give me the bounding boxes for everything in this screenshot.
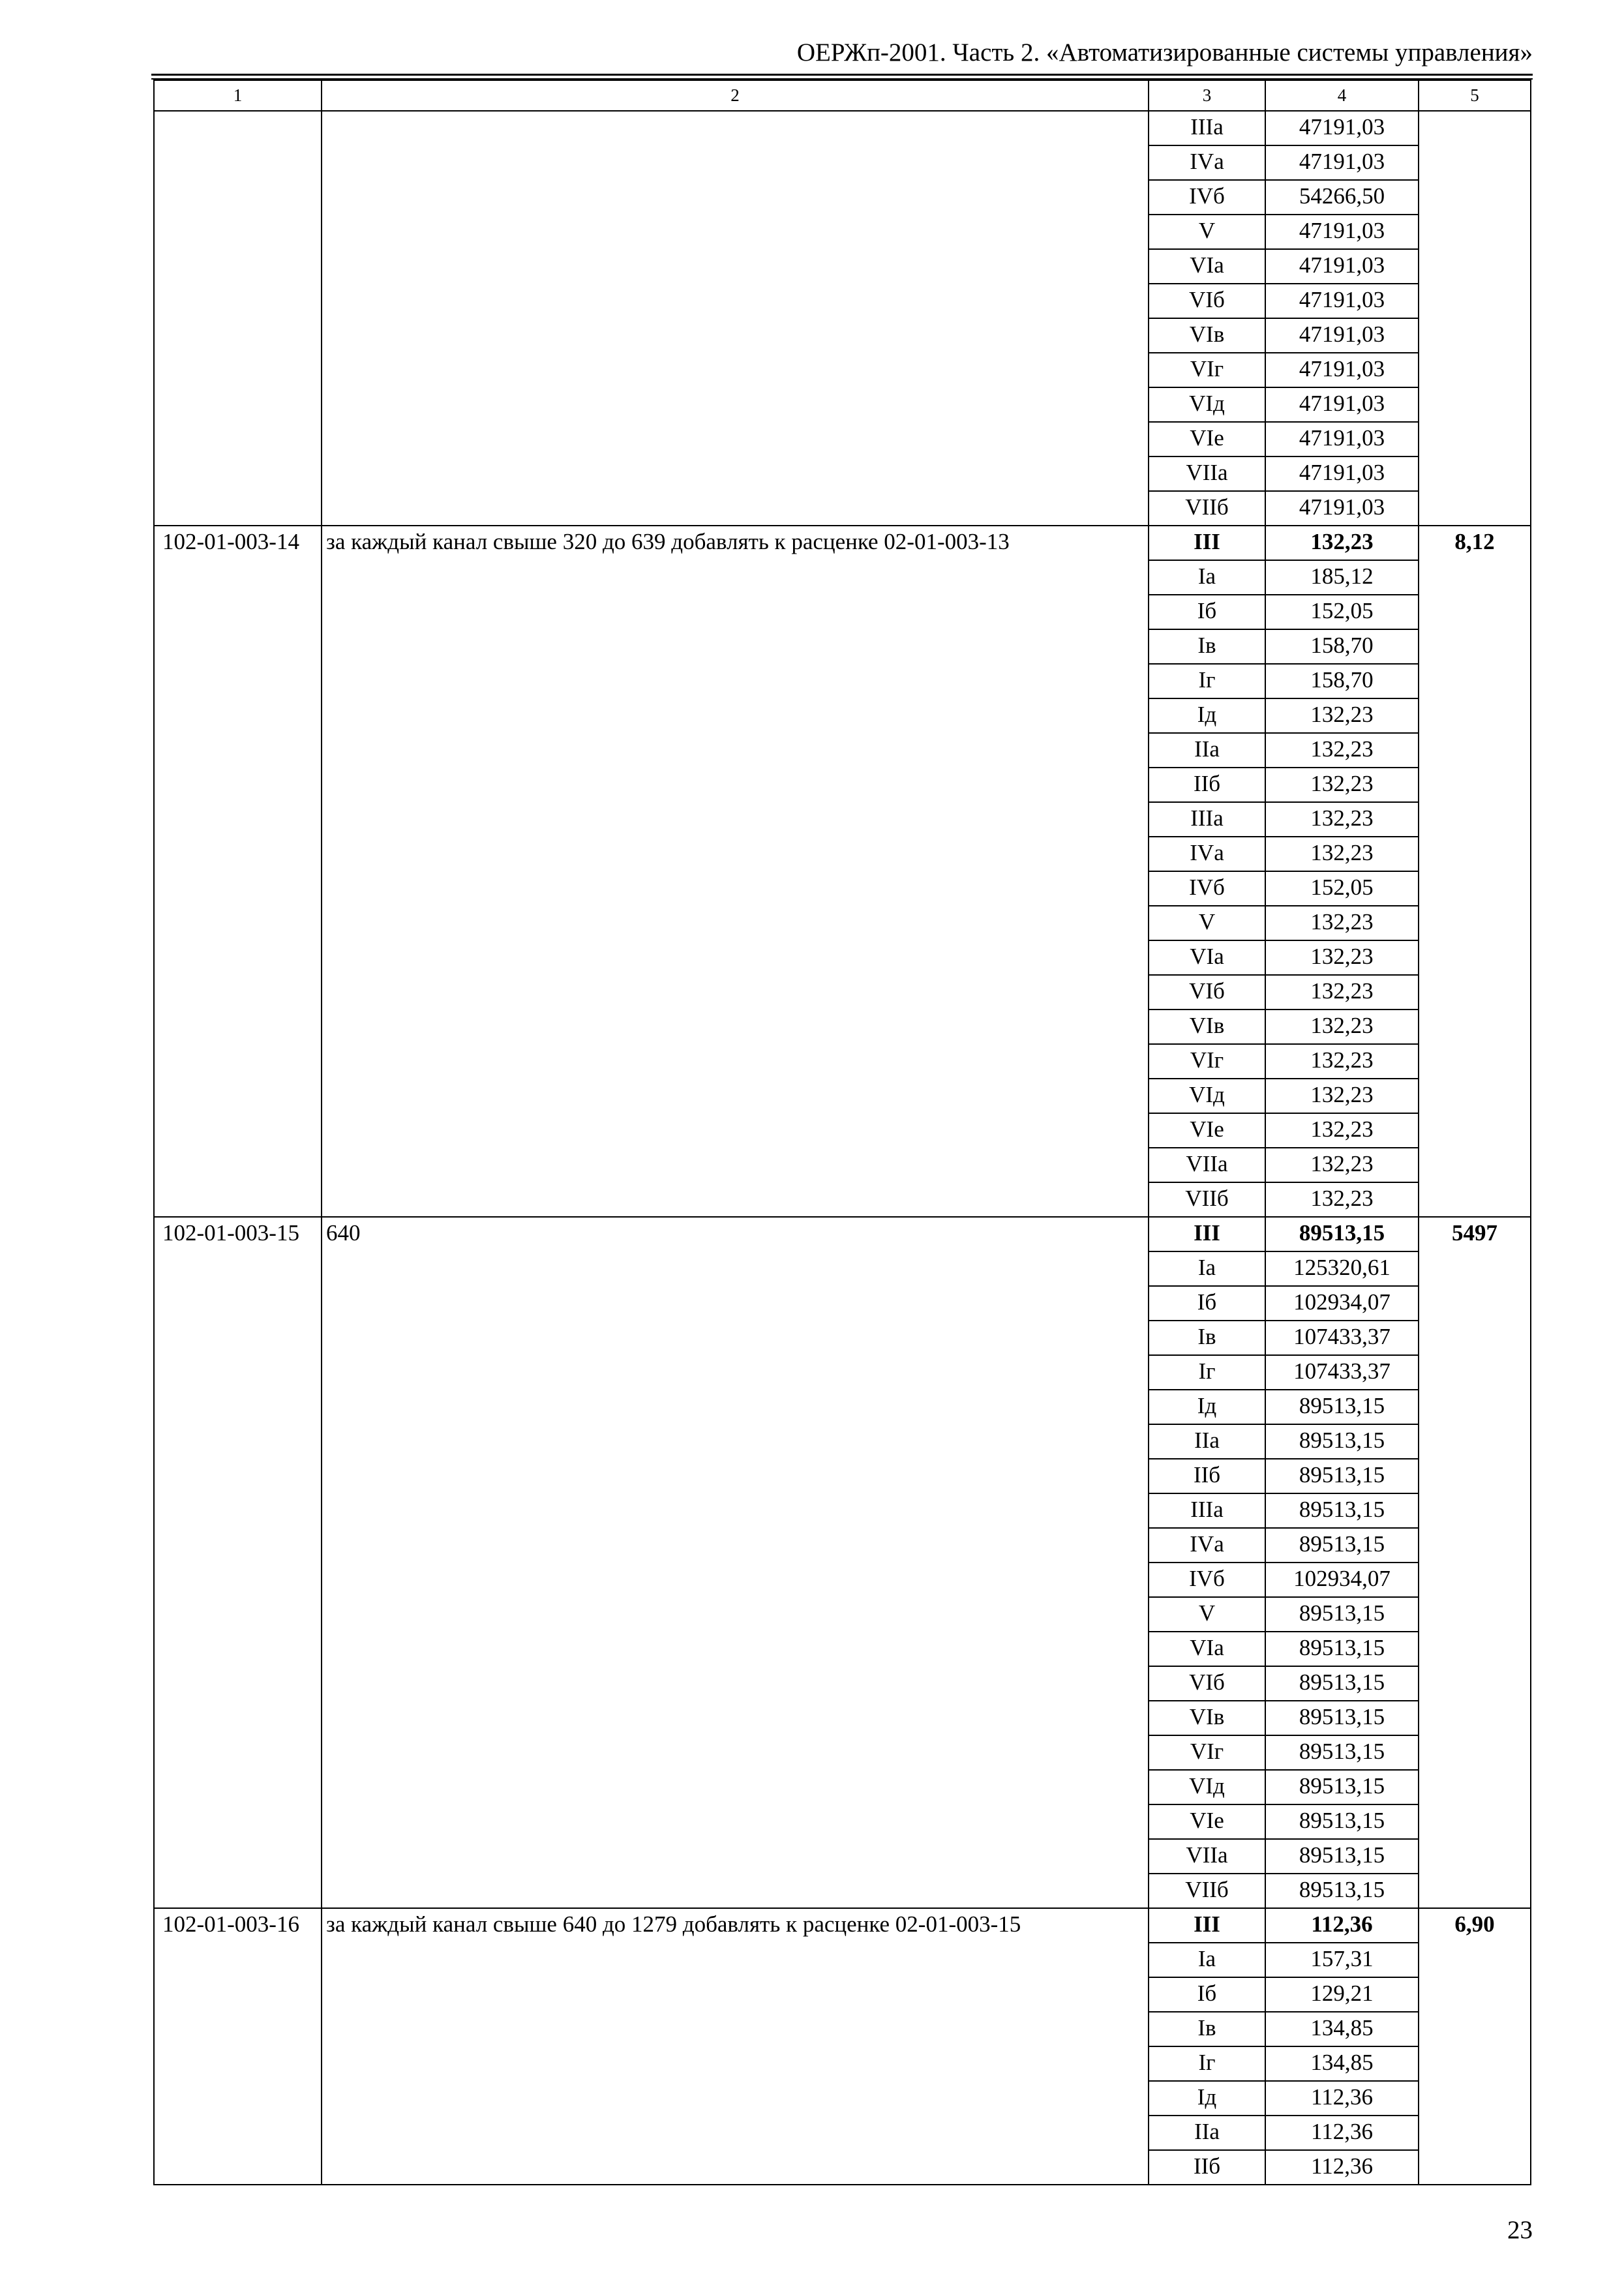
rate-cell: 89513,15 [1265, 1597, 1419, 1632]
zone-cell: VIе [1149, 1113, 1265, 1148]
rate-cell: 132,23 [1265, 906, 1419, 940]
zone-cell: IIIа [1149, 802, 1265, 837]
zone-cell: IIа [1149, 733, 1265, 768]
zone-cell: IIа [1149, 1424, 1265, 1459]
zone-cell: VIв [1149, 1701, 1265, 1735]
rate-cell: 112,36 [1265, 2116, 1419, 2150]
zone-cell: IVа [1149, 145, 1265, 180]
rate-cell: 47191,03 [1265, 249, 1419, 284]
coefficient-cell: 8,12 [1419, 526, 1531, 1217]
rate-cell: 132,23 [1265, 940, 1419, 975]
rate-cell: 89513,15 [1265, 1804, 1419, 1839]
zone-cell: VIб [1149, 284, 1265, 318]
rate-cell: 47191,03 [1265, 284, 1419, 318]
zone-cell: VIб [1149, 975, 1265, 1010]
rate-cell: 158,70 [1265, 629, 1419, 664]
rate-cell: 102934,07 [1265, 1563, 1419, 1597]
zone-cell: VIд [1149, 387, 1265, 422]
rate-cell: 158,70 [1265, 664, 1419, 698]
rate-cell: 89513,15 [1265, 1493, 1419, 1528]
rate-cell: 132,23 [1265, 802, 1419, 837]
page-header: ОЕРЖп-2001. Часть 2. «Автоматизированные системы управления» [796, 38, 1533, 67]
zone-cell: Iг [1149, 664, 1265, 698]
table-row [154, 111, 1531, 145]
zone-cell: VIг [1149, 1735, 1265, 1770]
zone-cell: VIIб [1149, 1874, 1265, 1908]
zone-cell: VIа [1149, 940, 1265, 975]
zone-cell: VIе [1149, 1804, 1265, 1839]
rate-cell: 132,23 [1265, 1182, 1419, 1217]
zone-cell: Iб [1149, 595, 1265, 629]
column-number: 2 [322, 80, 1149, 111]
rate-cell: 152,05 [1265, 871, 1419, 906]
zone-cell: IIIа [1149, 1493, 1265, 1528]
rate-cell: 185,12 [1265, 560, 1419, 595]
rate-cell: 132,23 [1265, 1010, 1419, 1044]
column-number: 4 [1265, 80, 1419, 111]
zone-cell: VIб [1149, 1666, 1265, 1701]
rate-cell: 102934,07 [1265, 1286, 1419, 1321]
rate-cell: 54266,50 [1265, 180, 1419, 215]
zone-cell: IVб [1149, 871, 1265, 906]
rate-cell: 107433,37 [1265, 1355, 1419, 1390]
coefficient-cell-empty [1419, 111, 1531, 526]
zone-cell: Iб [1149, 1286, 1265, 1321]
table-row-main [154, 1908, 1531, 1943]
zone-cell: Iа [1149, 1251, 1265, 1286]
rate-cell: 132,23 [1265, 837, 1419, 871]
zone-cell: IIа [1149, 2116, 1265, 2150]
zone-cell: VIд [1149, 1770, 1265, 1804]
zone-cell: Iа [1149, 1943, 1265, 1977]
rate-cell: 134,85 [1265, 2046, 1419, 2081]
rate-description: за каждый канал свыше 640 до 1279 добавлять к расценке 02-01-003-15 [322, 1908, 1149, 2185]
rate-cell: 89513,15 [1265, 1459, 1419, 1493]
rate-cell: 132,23 [1265, 975, 1419, 1010]
rate-cell: 112,36 [1265, 2081, 1419, 2116]
zone-cell: III [1149, 526, 1265, 560]
rate-cell: 89513,15 [1265, 1666, 1419, 1701]
column-number: 1 [154, 80, 322, 111]
column-number-row [154, 80, 1531, 111]
zone-cell: VIа [1149, 249, 1265, 284]
rate-cell: 47191,03 [1265, 318, 1419, 353]
rate-code: 102-01-003-16 [154, 1908, 322, 2185]
rate-cell: 89513,15 [1265, 1701, 1419, 1735]
rate-cell: 47191,03 [1265, 491, 1419, 526]
rate-cell: 157,31 [1265, 1943, 1419, 1977]
zone-cell: Iб [1149, 1977, 1265, 2012]
rate-cell: 89513,15 [1265, 1424, 1419, 1459]
rate-cell: 129,21 [1265, 1977, 1419, 2012]
zone-cell: III [1149, 1217, 1265, 1251]
table-row-main [154, 526, 1531, 560]
zone-cell: VIг [1149, 353, 1265, 387]
rate-cell: 132,23 [1265, 1148, 1419, 1182]
code-cell-empty [154, 111, 322, 526]
rate-cell: 47191,03 [1265, 456, 1419, 491]
zone-cell: IVа [1149, 837, 1265, 871]
rate-cell: 47191,03 [1265, 145, 1419, 180]
description-cell-empty [322, 111, 1149, 526]
rate-cell: 89513,15 [1265, 1839, 1419, 1874]
column-number: 5 [1419, 80, 1531, 111]
rate-cell: 132,23 [1265, 526, 1419, 560]
zone-cell: Iг [1149, 2046, 1265, 2081]
rate-code: 102-01-003-15 [154, 1217, 322, 1908]
rate-cell: 112,36 [1265, 1908, 1419, 1943]
zone-cell: VIв [1149, 1010, 1265, 1044]
rate-cell: 47191,03 [1265, 111, 1419, 145]
rate-cell: 112,36 [1265, 2150, 1419, 2185]
table-row-main [154, 1217, 1531, 1251]
rate-cell: 47191,03 [1265, 215, 1419, 249]
zone-cell: IVа [1149, 1528, 1265, 1563]
rate-cell: 89513,15 [1265, 1528, 1419, 1563]
rates-table [153, 80, 1531, 2185]
zone-cell: Iв [1149, 2012, 1265, 2046]
zone-cell: VIг [1149, 1044, 1265, 1079]
rate-cell: 47191,03 [1265, 387, 1419, 422]
zone-cell: IIб [1149, 768, 1265, 802]
zone-cell: IIб [1149, 2150, 1265, 2185]
zone-cell: V [1149, 215, 1265, 249]
zone-cell: V [1149, 1597, 1265, 1632]
zone-cell: VIIб [1149, 1182, 1265, 1217]
rate-cell: 89513,15 [1265, 1874, 1419, 1908]
zone-cell: Iа [1149, 560, 1265, 595]
rate-description: за каждый канал свыше 320 до 639 добавлять к расценке 02-01-003-13 [322, 526, 1149, 1217]
rate-cell: 89513,15 [1265, 1735, 1419, 1770]
zone-cell: VIе [1149, 422, 1265, 456]
rate-cell: 132,23 [1265, 698, 1419, 733]
zone-cell: VIа [1149, 1632, 1265, 1666]
zone-cell: IIб [1149, 1459, 1265, 1493]
zone-cell: III [1149, 1908, 1265, 1943]
coefficient-cell: 6,90 [1419, 1908, 1531, 2185]
rate-cell: 132,23 [1265, 768, 1419, 802]
rate-cell: 47191,03 [1265, 353, 1419, 387]
rate-cell: 132,23 [1265, 1113, 1419, 1148]
zone-cell: Iг [1149, 1355, 1265, 1390]
zone-cell: Iв [1149, 1321, 1265, 1355]
zone-cell: VIд [1149, 1079, 1265, 1113]
zone-cell: VIв [1149, 318, 1265, 353]
zone-cell: V [1149, 906, 1265, 940]
rate-cell: 132,23 [1265, 733, 1419, 768]
zone-cell: VIIа [1149, 1148, 1265, 1182]
zone-cell: IVб [1149, 180, 1265, 215]
rate-cell: 152,05 [1265, 595, 1419, 629]
column-number: 3 [1149, 80, 1265, 111]
rate-cell: 132,23 [1265, 1044, 1419, 1079]
rate-cell: 47191,03 [1265, 422, 1419, 456]
zone-cell: VIIа [1149, 456, 1265, 491]
page-number: 23 [1507, 2216, 1533, 2244]
header-rule-thick [151, 74, 1533, 76]
zone-cell: VIIб [1149, 491, 1265, 526]
zone-cell: VIIа [1149, 1839, 1265, 1874]
rate-cell: 89513,15 [1265, 1390, 1419, 1424]
rate-cell: 107433,37 [1265, 1321, 1419, 1355]
zone-cell: IIIа [1149, 111, 1265, 145]
rate-description: 640 [322, 1217, 1149, 1908]
coefficient-cell: 5497 [1419, 1217, 1531, 1908]
rates-table-body [154, 80, 1531, 2185]
rate-cell: 89513,15 [1265, 1632, 1419, 1666]
rate-cell: 89513,15 [1265, 1217, 1419, 1251]
rate-cell: 125320,61 [1265, 1251, 1419, 1286]
rate-code: 102-01-003-14 [154, 526, 322, 1217]
zone-cell: Iд [1149, 1390, 1265, 1424]
rate-cell: 134,85 [1265, 2012, 1419, 2046]
zone-cell: Iд [1149, 2081, 1265, 2116]
zone-cell: Iд [1149, 698, 1265, 733]
rate-cell: 89513,15 [1265, 1770, 1419, 1804]
zone-cell: Iв [1149, 629, 1265, 664]
rate-cell: 132,23 [1265, 1079, 1419, 1113]
zone-cell: IVб [1149, 1563, 1265, 1597]
